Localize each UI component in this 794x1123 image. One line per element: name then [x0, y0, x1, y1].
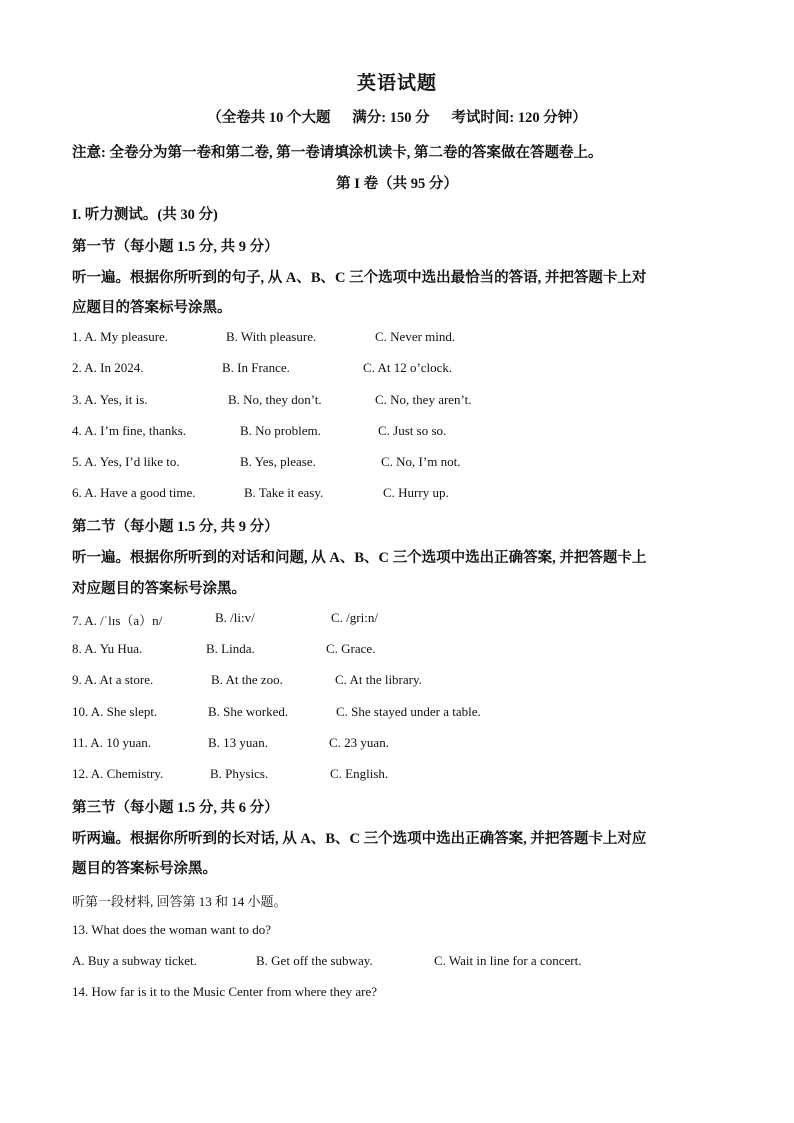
- option-c: C. 23 yuan.: [329, 735, 389, 750]
- option-a: 3. A. Yes, it is.: [72, 392, 148, 407]
- option-a: 2. A. In 2024.: [72, 360, 144, 375]
- section2-instruction-cont: 对应题目的答案标号涂黑。: [72, 581, 246, 597]
- material-note: 听第一段材料, 回答第 13 和 14 小题。: [72, 894, 287, 909]
- section3-instruction: 听两遍。根据你所听到的长对话, 从 A、B、C 三个选项中选出正确答案, 并把答题卡上对应: [72, 831, 647, 847]
- option-a: 12. A. Chemistry.: [72, 766, 164, 781]
- option-c: C. Hurry up.: [383, 485, 449, 500]
- option-a: 5. A. Yes, I’d like to.: [72, 454, 180, 469]
- option-b: B. Yes, please.: [240, 454, 316, 469]
- option-a: A. Buy a subway ticket.: [72, 953, 197, 968]
- part-heading: I. 听力测试。(共 30 分): [72, 207, 218, 223]
- option-a: 10. A. She slept.: [72, 704, 158, 719]
- section1-instruction: 听一遍。根据你所听到的句子, 从 A、B、C 三个选项中选出最恰当的答语, 并把答题卡上对: [72, 270, 647, 286]
- option-b: B. No problem.: [240, 423, 321, 438]
- option-b: B. Get off the subway.: [256, 953, 373, 968]
- option-a: 6. A. Have a good time.: [72, 485, 196, 500]
- option-c: C. At 12 o’clock.: [363, 360, 453, 375]
- section3-heading: 第三节（每小题 1.5 分, 共 6 分）: [72, 800, 279, 816]
- option-b: B. In France.: [222, 360, 290, 375]
- option-a: 4. A. I’m fine, thanks.: [72, 423, 187, 438]
- option-b: B. With pleasure.: [226, 329, 317, 344]
- option-b: B. Linda.: [206, 641, 255, 656]
- section2-instruction: 听一遍。根据你所听到的对话和问题, 从 A、B、C 三个选项中选出正确答案, 并把答题卡上: [72, 550, 647, 566]
- option-c: C. At the library.: [335, 672, 422, 687]
- section1-instruction-cont: 应题目的答案标号涂黑。: [72, 300, 232, 316]
- option-a: 11. A. 10 yuan.: [72, 735, 151, 750]
- question-14: 14. How far is it to the Music Center from where they are?: [72, 984, 378, 999]
- section3-instruction-cont: 题目的答案标号涂黑。: [72, 861, 217, 877]
- exam-info: （全卷共 10 个大题 满分: 150 分 考试时间: 120 分钟）: [207, 110, 587, 126]
- option-c: C. Grace.: [326, 641, 376, 656]
- option-b: B. She worked.: [208, 704, 289, 719]
- section1-heading: 第一节（每小题 1.5 分, 共 9 分）: [72, 239, 279, 255]
- option-b: B. At the zoo.: [211, 672, 283, 687]
- page-title: 英语试题: [356, 73, 437, 94]
- option-b: B. Physics.: [210, 766, 269, 781]
- option-c: C. She stayed under a table.: [336, 704, 481, 719]
- option-a: 9. A. At a store.: [72, 672, 154, 687]
- section2-heading: 第二节（每小题 1.5 分, 共 9 分）: [72, 519, 279, 535]
- option-c: C. Never mind.: [375, 329, 456, 344]
- option-c: C. English.: [330, 766, 389, 781]
- option-b: B. No, they don’t.: [228, 392, 322, 407]
- option-a: 7. A. /ˈlɪs（a）n/: [72, 613, 163, 628]
- option-b: B. Take it easy.: [244, 485, 324, 500]
- option-c: C. No, I’m not.: [381, 454, 461, 469]
- option-b: B. /li:v/: [215, 610, 255, 625]
- volume-heading: 第 I 卷（共 95 分）: [336, 176, 458, 192]
- option-a: 8. A. Yu Hua.: [72, 641, 143, 656]
- option-c: C. No, they aren’t.: [375, 392, 472, 407]
- question-13: 13. What does the woman want to do?: [72, 922, 272, 937]
- option-c: C. /gri:n/: [331, 610, 378, 625]
- option-a: 1. A. My pleasure.: [72, 329, 169, 344]
- notice: 注意: 全卷分为第一卷和第二卷, 第一卷请填涂机读卡, 第二卷的答案做在答题卷上。: [72, 145, 603, 161]
- option-c: C. Just so so.: [378, 423, 447, 438]
- option-c: C. Wait in line for a concert.: [434, 953, 582, 968]
- option-b: B. 13 yuan.: [208, 735, 268, 750]
